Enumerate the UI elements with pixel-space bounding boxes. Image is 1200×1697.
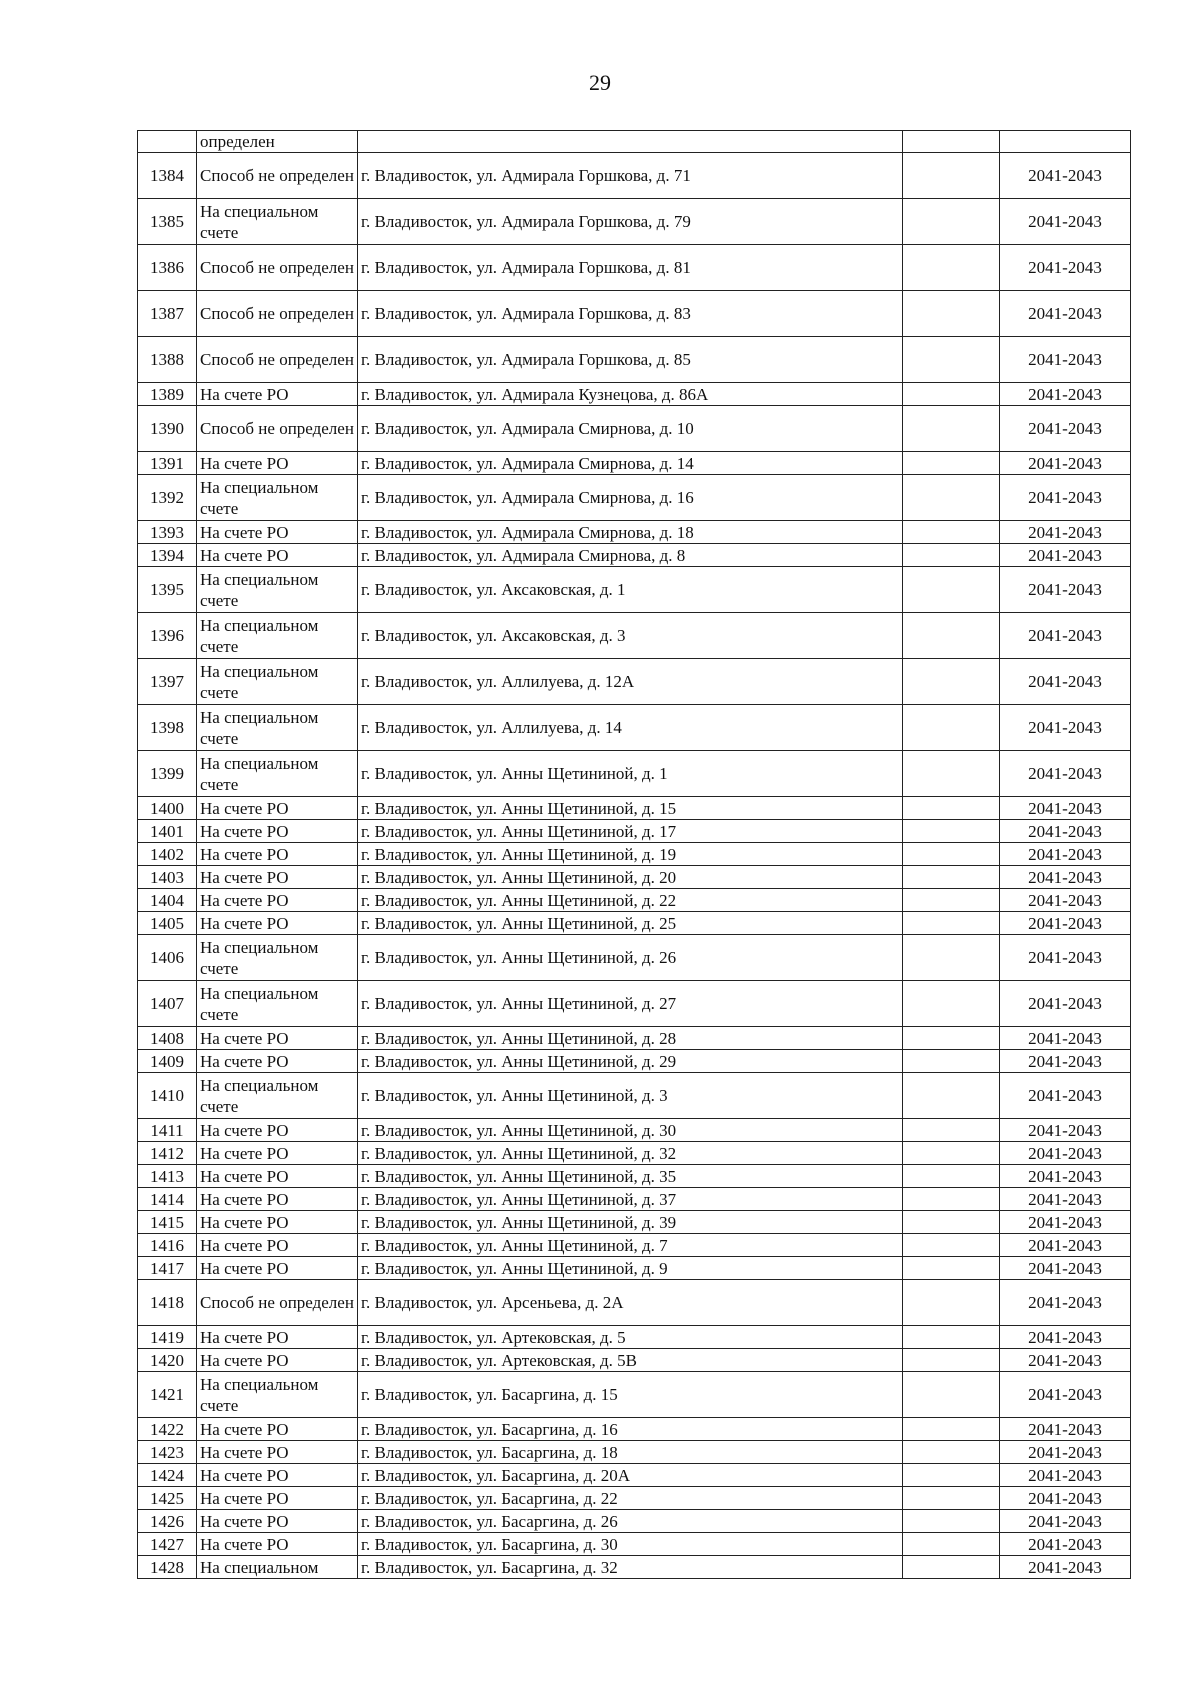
address-cell: г. Владивосток, ул. Анны Щетининой, д. 35 [358,1165,903,1188]
period-cell: 2041-2043 [1000,291,1131,337]
empty-cell [903,1142,1000,1165]
address-cell: г. Владивосток, ул. Артековская, д. 5В [358,1349,903,1372]
row-number-cell: 1427 [138,1533,197,1556]
funding-method-cell: На счете РО [197,1234,358,1257]
funding-method-cell: На специальном счете [197,705,358,751]
address-cell: г. Владивосток, ул. Басаргина, д. 16 [358,1418,903,1441]
row-number-cell: 1405 [138,912,197,935]
address-cell: г. Владивосток, ул. Анны Щетининой, д. 9 [358,1257,903,1280]
table-row [138,705,1131,751]
funding-method-cell: На специальном счете [197,751,358,797]
funding-method-cell: На счете РО [197,1418,358,1441]
table-row [138,452,1131,475]
empty-cell [903,981,1000,1027]
table-row [138,567,1131,613]
funding-method-cell: На счете РО [197,544,358,567]
table-row [138,1372,1131,1418]
empty-cell [903,475,1000,521]
empty-cell [903,1533,1000,1556]
empty-cell [903,1556,1000,1579]
table-row [138,1464,1131,1487]
address-cell: г. Владивосток, ул. Басаргина, д. 15 [358,1372,903,1418]
table-row [138,1487,1131,1510]
empty-cell [903,1372,1000,1418]
address-cell: г. Владивосток, ул. Адмирала Смирнова, д. 8 [358,544,903,567]
period-cell: 2041-2043 [1000,1211,1131,1234]
table-row [138,843,1131,866]
period-cell: 2041-2043 [1000,705,1131,751]
period-cell: 2041-2043 [1000,1533,1131,1556]
address-cell: г. Владивосток, ул. Басаргина, д. 26 [358,1510,903,1533]
address-cell: г. Владивосток, ул. Басаргина, д. 20А [358,1464,903,1487]
period-cell: 2041-2043 [1000,1556,1131,1579]
period-cell: 2041-2043 [1000,1027,1131,1050]
row-number-cell: 1421 [138,1372,197,1418]
period-cell: 2041-2043 [1000,797,1131,820]
empty-cell [903,751,1000,797]
period-cell: 2041-2043 [1000,1510,1131,1533]
row-number-cell: 1396 [138,613,197,659]
period-cell: 2041-2043 [1000,1119,1131,1142]
period-cell: 2041-2043 [1000,659,1131,705]
address-cell: г. Владивосток, ул. Анны Щетининой, д. 37 [358,1188,903,1211]
empty-cell [903,889,1000,912]
row-number-cell: 1417 [138,1257,197,1280]
row-number-cell: 1424 [138,1464,197,1487]
period-cell: 2041-2043 [1000,866,1131,889]
funding-method-cell: На счете РО [197,1510,358,1533]
row-number-cell: 1415 [138,1211,197,1234]
table-row [138,751,1131,797]
empty-cell [903,1073,1000,1119]
address-cell: г. Владивосток, ул. Аксаковская, д. 3 [358,613,903,659]
row-number-cell: 1400 [138,797,197,820]
funding-method-cell: определен [197,131,358,153]
address-cell: г. Владивосток, ул. Адмирала Горшкова, д. 81 [358,245,903,291]
funding-method-cell: На счете РО [197,1165,358,1188]
table-row [138,1165,1131,1188]
table-row [138,659,1131,705]
address-cell: г. Владивосток, ул. Анны Щетининой, д. 20 [358,866,903,889]
funding-method-cell: На счете РО [197,1027,358,1050]
table-row [138,797,1131,820]
row-number-cell: 1392 [138,475,197,521]
address-cell: г. Владивосток, ул. Анны Щетининой, д. 22 [358,889,903,912]
period-cell: 2041-2043 [1000,153,1131,199]
empty-cell [903,1027,1000,1050]
address-cell: г. Владивосток, ул. Адмирала Смирнова, д. 10 [358,406,903,452]
period-cell: 2041-2043 [1000,1142,1131,1165]
row-number-cell: 1423 [138,1441,197,1464]
table-row [138,1027,1131,1050]
empty-cell [903,1234,1000,1257]
funding-method-cell: На счете РО [197,1487,358,1510]
address-cell: г. Владивосток, ул. Анны Щетининой, д. 26 [358,935,903,981]
table-row [138,1211,1131,1234]
address-cell: г. Владивосток, ул. Аллилуева, д. 12А [358,659,903,705]
row-number-cell: 1399 [138,751,197,797]
address-cell: г. Владивосток, ул. Анны Щетининой, д. 27 [358,981,903,1027]
row-number-cell: 1398 [138,705,197,751]
address-cell: г. Владивосток, ул. Адмирала Горшкова, д. 71 [358,153,903,199]
empty-cell [903,935,1000,981]
empty-cell [903,1188,1000,1211]
row-number-cell: 1404 [138,889,197,912]
register-table-body [138,131,1131,1579]
period-cell: 2041-2043 [1000,1165,1131,1188]
empty-cell [903,797,1000,820]
table-row [138,1349,1131,1372]
funding-method-cell: Способ не определен [197,406,358,452]
empty-cell [903,912,1000,935]
table-row [138,1257,1131,1280]
table-row [138,521,1131,544]
address-cell: г. Владивосток, ул. Басаргина, д. 30 [358,1533,903,1556]
period-cell: 2041-2043 [1000,1418,1131,1441]
table-row [138,153,1131,199]
row-number-cell: 1428 [138,1556,197,1579]
period-cell: 2041-2043 [1000,1257,1131,1280]
funding-method-cell: На счете РО [197,521,358,544]
period-cell: 2041-2043 [1000,889,1131,912]
funding-method-cell: На специальном счете [197,1372,358,1418]
table-row [138,245,1131,291]
period-cell: 2041-2043 [1000,935,1131,981]
period-cell: 2041-2043 [1000,199,1131,245]
period-cell: 2041-2043 [1000,1188,1131,1211]
table-row [138,544,1131,567]
empty-cell [903,613,1000,659]
funding-method-cell: На счете РО [197,843,358,866]
table-row [138,613,1131,659]
address-cell: г. Владивосток, ул. Басаргина, д. 18 [358,1441,903,1464]
empty-cell [903,659,1000,705]
table-row [138,1418,1131,1441]
table-row [138,383,1131,406]
empty-cell [903,843,1000,866]
funding-method-cell: На счете РО [197,1441,358,1464]
period-cell: 2041-2043 [1000,843,1131,866]
empty-cell [903,866,1000,889]
table-row [138,1556,1131,1579]
row-number-cell: 1388 [138,337,197,383]
empty-cell [903,1441,1000,1464]
table-row [138,820,1131,843]
row-number-cell: 1389 [138,383,197,406]
row-number-cell: 1410 [138,1073,197,1119]
row-number-cell: 1426 [138,1510,197,1533]
funding-method-cell: На счете РО [197,1050,358,1073]
table-row [138,1326,1131,1349]
funding-method-cell: На специальном счете [197,659,358,705]
empty-cell [903,406,1000,452]
period-cell: 2041-2043 [1000,406,1131,452]
funding-method-cell: Способ не определен [197,291,358,337]
period-cell: 2041-2043 [1000,912,1131,935]
row-number-cell [138,131,197,153]
empty-cell [903,544,1000,567]
period-cell: 2041-2043 [1000,613,1131,659]
row-number-cell: 1402 [138,843,197,866]
empty-cell [903,567,1000,613]
empty-cell [903,452,1000,475]
period-cell: 2041-2043 [1000,1441,1131,1464]
funding-method-cell: Способ не определен [197,337,358,383]
address-cell: г. Владивосток, ул. Адмирала Горшкова, д. 79 [358,199,903,245]
table-row [138,866,1131,889]
table-row [138,981,1131,1027]
empty-cell [903,199,1000,245]
funding-method-cell: Способ не определен [197,245,358,291]
period-cell: 2041-2043 [1000,383,1131,406]
empty-cell [903,337,1000,383]
period-cell: 2041-2043 [1000,337,1131,383]
funding-method-cell: На счете РО [197,1257,358,1280]
address-cell: г. Владивосток, ул. Анны Щетининой, д. 32 [358,1142,903,1165]
address-cell: г. Владивосток, ул. Адмирала Горшкова, д. 85 [358,337,903,383]
table-row [138,1280,1131,1326]
address-cell: г. Владивосток, ул. Арсеньева, д. 2А [358,1280,903,1326]
funding-method-cell: На счете РО [197,383,358,406]
row-number-cell: 1414 [138,1188,197,1211]
funding-method-cell: На счете РО [197,912,358,935]
address-cell: г. Владивосток, ул. Анны Щетининой, д. 29 [358,1050,903,1073]
address-cell: г. Владивосток, ул. Аллилуева, д. 14 [358,705,903,751]
address-cell: г. Владивосток, ул. Анны Щетининой, д. 15 [358,797,903,820]
address-cell: г. Владивосток, ул. Анны Щетининой, д. 28 [358,1027,903,1050]
period-cell: 2041-2043 [1000,1050,1131,1073]
period-cell: 2041-2043 [1000,1464,1131,1487]
empty-cell [903,1257,1000,1280]
address-cell: г. Владивосток, ул. Адмирала Кузнецова, д. 86А [358,383,903,406]
period-cell: 2041-2043 [1000,1326,1131,1349]
row-number-cell: 1425 [138,1487,197,1510]
address-cell: г. Владивосток, ул. Анны Щетининой, д. 17 [358,820,903,843]
row-number-cell: 1386 [138,245,197,291]
table-row [138,406,1131,452]
address-cell: г. Владивосток, ул. Анны Щетининой, д. 3 [358,1073,903,1119]
empty-cell [903,705,1000,751]
period-cell: 2041-2043 [1000,1372,1131,1418]
funding-method-cell: На счете РО [197,866,358,889]
table-row [138,199,1131,245]
funding-method-cell: На специальном счете [197,613,358,659]
empty-cell [903,383,1000,406]
empty-cell [903,820,1000,843]
row-number-cell: 1384 [138,153,197,199]
period-cell: 2041-2043 [1000,820,1131,843]
row-number-cell: 1390 [138,406,197,452]
row-number-cell: 1418 [138,1280,197,1326]
empty-cell [903,1326,1000,1349]
address-cell: г. Владивосток, ул. Артековская, д. 5 [358,1326,903,1349]
table-row [138,1050,1131,1073]
table-row [138,1142,1131,1165]
funding-method-cell: На счете РО [197,452,358,475]
table-row [138,337,1131,383]
row-number-cell: 1419 [138,1326,197,1349]
row-number-cell: 1397 [138,659,197,705]
period-cell: 2041-2043 [1000,1487,1131,1510]
row-number-cell: 1407 [138,981,197,1027]
period-cell: 2041-2043 [1000,245,1131,291]
row-number-cell: 1412 [138,1142,197,1165]
funding-method-cell: На счете РО [197,1142,358,1165]
row-number-cell: 1395 [138,567,197,613]
address-cell: г. Владивосток, ул. Анны Щетининой, д. 39 [358,1211,903,1234]
table-row [138,1441,1131,1464]
row-number-cell: 1393 [138,521,197,544]
row-number-cell: 1394 [138,544,197,567]
row-number-cell: 1401 [138,820,197,843]
address-cell [358,131,903,153]
funding-method-cell: На счете РО [197,1188,358,1211]
register-table [137,130,1131,1579]
row-number-cell: 1406 [138,935,197,981]
period-cell: 2041-2043 [1000,475,1131,521]
empty-cell [903,1211,1000,1234]
funding-method-cell: На счете РО [197,1211,358,1234]
empty-cell [903,1487,1000,1510]
row-number-cell: 1420 [138,1349,197,1372]
table-row [138,475,1131,521]
empty-cell [903,1119,1000,1142]
funding-method-cell: На специальном [197,1556,358,1579]
empty-cell [903,291,1000,337]
funding-method-cell: На счете РО [197,889,358,912]
empty-cell [903,131,1000,153]
empty-cell [903,1050,1000,1073]
empty-cell [903,521,1000,544]
table-row [138,1234,1131,1257]
empty-cell [903,1418,1000,1441]
funding-method-cell: Способ не определен [197,1280,358,1326]
row-number-cell: 1416 [138,1234,197,1257]
period-cell: 2041-2043 [1000,1234,1131,1257]
period-cell: 2041-2043 [1000,452,1131,475]
empty-cell [903,1464,1000,1487]
period-cell: 2041-2043 [1000,521,1131,544]
address-cell: г. Владивосток, ул. Анны Щетининой, д. 25 [358,912,903,935]
period-cell [1000,131,1131,153]
address-cell: г. Владивосток, ул. Анны Щетининой, д. 30 [358,1119,903,1142]
period-cell: 2041-2043 [1000,981,1131,1027]
funding-method-cell: На счете РО [197,1326,358,1349]
row-number-cell: 1409 [138,1050,197,1073]
period-cell: 2041-2043 [1000,1280,1131,1326]
table-row-continued [138,131,1131,153]
table-row [138,912,1131,935]
row-number-cell: 1385 [138,199,197,245]
address-cell: г. Владивосток, ул. Аксаковская, д. 1 [358,567,903,613]
funding-method-cell: На специальном счете [197,1073,358,1119]
funding-method-cell: На специальном счете [197,475,358,521]
address-cell: г. Владивосток, ул. Анны Щетининой, д. 1 [358,751,903,797]
table-row [138,889,1131,912]
table-row [138,1119,1131,1142]
funding-method-cell: На счете РО [197,820,358,843]
address-cell: г. Владивосток, ул. Адмирала Горшкова, д. 83 [358,291,903,337]
funding-method-cell: На счете РО [197,797,358,820]
funding-method-cell: На счете РО [197,1119,358,1142]
row-number-cell: 1411 [138,1119,197,1142]
row-number-cell: 1413 [138,1165,197,1188]
empty-cell [903,1349,1000,1372]
page-number: 29 [589,70,611,95]
period-cell: 2041-2043 [1000,751,1131,797]
row-number-cell: 1422 [138,1418,197,1441]
address-cell: г. Владивосток, ул. Анны Щетининой, д. 7 [358,1234,903,1257]
address-cell: г. Владивосток, ул. Басаргина, д. 32 [358,1556,903,1579]
period-cell: 2041-2043 [1000,1073,1131,1119]
row-number-cell: 1408 [138,1027,197,1050]
funding-method-cell: На счете РО [197,1349,358,1372]
empty-cell [903,1165,1000,1188]
row-number-cell: 1403 [138,866,197,889]
table-row [138,1188,1131,1211]
row-number-cell: 1391 [138,452,197,475]
row-number-cell: 1387 [138,291,197,337]
funding-method-cell: На специальном счете [197,567,358,613]
period-cell: 2041-2043 [1000,567,1131,613]
empty-cell [903,153,1000,199]
funding-method-cell: На специальном счете [197,199,358,245]
table-row [138,935,1131,981]
empty-cell [903,1280,1000,1326]
address-cell: г. Владивосток, ул. Адмирала Смирнова, д. 16 [358,475,903,521]
period-cell: 2041-2043 [1000,1349,1131,1372]
funding-method-cell: На специальном счете [197,935,358,981]
funding-method-cell: На счете РО [197,1533,358,1556]
address-cell: г. Владивосток, ул. Адмирала Смирнова, д. 14 [358,452,903,475]
funding-method-cell: На счете РО [197,1464,358,1487]
address-cell: г. Владивосток, ул. Анны Щетининой, д. 19 [358,843,903,866]
table-row [138,1510,1131,1533]
table-row [138,291,1131,337]
empty-cell [903,245,1000,291]
address-cell: г. Владивосток, ул. Адмирала Смирнова, д. 18 [358,521,903,544]
table-row [138,1073,1131,1119]
funding-method-cell: Способ не определен [197,153,358,199]
period-cell: 2041-2043 [1000,544,1131,567]
funding-method-cell: На специальном счете [197,981,358,1027]
table-row [138,1533,1131,1556]
address-cell: г. Владивосток, ул. Басаргина, д. 22 [358,1487,903,1510]
empty-cell [903,1510,1000,1533]
